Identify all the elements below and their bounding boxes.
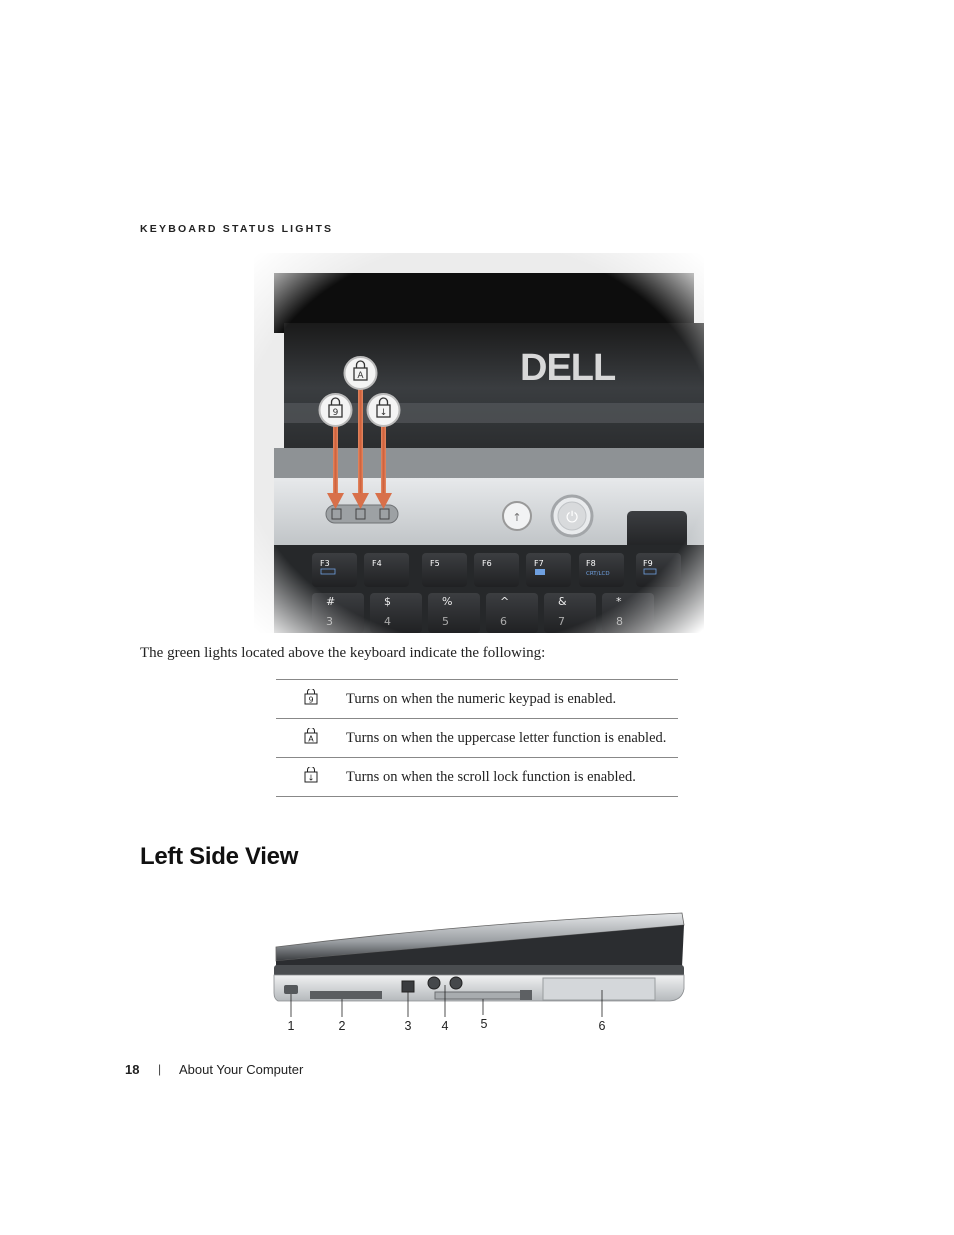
- status-light-description: Turns on when the uppercase letter function is enabled.: [346, 719, 678, 758]
- audio-connector: [428, 977, 440, 989]
- svg-text:↓: ↓: [307, 773, 315, 782]
- hard-drive-bay: [543, 978, 655, 1000]
- chapter-title: About Your Computer: [179, 1062, 304, 1077]
- num-lock-icon: [304, 689, 318, 705]
- status-light-description: Turns on when the scroll lock function is enabled.: [346, 758, 678, 797]
- pc-card-slot: [435, 992, 530, 999]
- caps-lock-icon: [304, 728, 318, 744]
- left-side-view-figure: [270, 905, 690, 1035]
- callout-2: 2: [338, 1019, 346, 1033]
- status-lights-table: [276, 679, 678, 797]
- svg-text:9: 9: [308, 695, 314, 704]
- footer-separator: |: [158, 1062, 162, 1076]
- callout-3: 3: [404, 1019, 412, 1033]
- security-cable-slot: [284, 985, 298, 994]
- status-light-description: Turns on when the numeric keypad is enabled.: [346, 680, 678, 719]
- callout-6: 6: [598, 1019, 606, 1033]
- page-title: Left Side View: [140, 843, 299, 870]
- scroll-lock-icon: [304, 767, 318, 783]
- table-row: [276, 719, 678, 758]
- table-row: [276, 758, 678, 797]
- section-heading: KEYBOARD STATUS LIGHTS: [140, 223, 334, 235]
- audio-connector: [450, 977, 462, 989]
- svg-text:A: A: [308, 734, 314, 743]
- page-number: 18: [125, 1062, 140, 1077]
- ieee-1394-connector: [402, 981, 414, 992]
- callout-5: 5: [480, 1017, 488, 1031]
- callout-1: 1: [287, 1019, 295, 1033]
- callout-4: 4: [441, 1019, 449, 1033]
- air-vent: [310, 991, 382, 999]
- intro-text: The green lights located above the keyboard indicate the following:: [140, 645, 546, 661]
- table-row: [276, 680, 678, 719]
- keyboard-status-lights-figure: [254, 253, 704, 633]
